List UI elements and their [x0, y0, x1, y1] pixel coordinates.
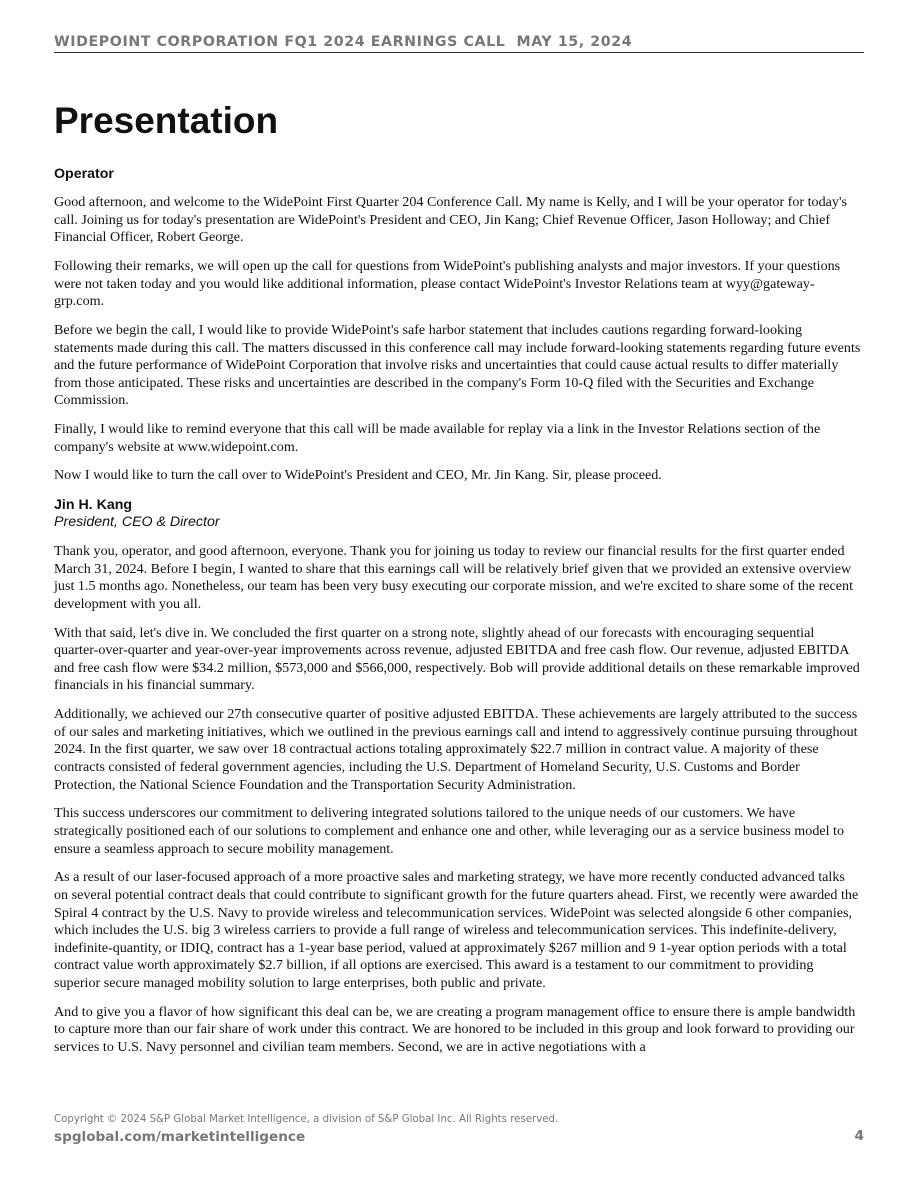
- transcript-paragraph: Now I would like to turn the call over to WidePoint's President and CEO, Mr. Jin Kang. Sir, please proceed.: [54, 467, 662, 484]
- transcript-paragraph: This success underscores our commitment to delivering integrated solutions tailored to the unique needs of our customers. We have strategically positioned each of our solutions to complement and enhance one and other, while leveraging our as a service business model to ensure a seamless approach to secure mobility management.: [54, 805, 845, 857]
- speaker-title: President, CEO & Director: [54, 514, 220, 531]
- speaker-name: Operator: [54, 166, 114, 182]
- transcript-body: [54, 166, 862, 1068]
- page-number: 4: [854, 1128, 864, 1144]
- speaker-operator: [54, 166, 862, 183]
- footer-url: spglobal.com/marketintelligence: [54, 1129, 306, 1145]
- document-header: WIDEPOINT CORPORATION FQ1 2024 EARNINGS CALL MAY 15, 2024: [54, 34, 864, 53]
- transcript-paragraph: Thank you, operator, and good afternoon, everyone. Thank you for joining us today to review our financial results for the first quarter ended March 31, 2024. Before I begin, I wanted to share that this earnings call will be relatively brief given that we provided an extensive overview just 1.5 months ago. Nonetheless, our team has been very busy executing our corporate mission, and we're excited to share some of the recent development with you all.: [54, 543, 853, 612]
- transcript-paragraph: Following their remarks, we will open up the call for questions from WidePoint's publishing analysts and major investors. If your questions were not taken today and you would like additional information, please contact WidePoint's Investor Relations team at wyy@gateway-grp.com.: [54, 257, 841, 310]
- speaker-jin-kang: [54, 497, 862, 531]
- transcript-paragraph: Good afternoon, and welcome to the WidePoint First Quarter 204 Conference Call. My name is Kelly, and I will be your operator for today's call. Joining us for today's presentation are WidePoint's President and CEO, Jin Kang; Chief Revenue Officer, Jason Holloway; and Chief Financial Officer, Robert George.: [54, 194, 847, 246]
- transcript-paragraph: Additionally, we achieved our 27th consecutive quarter of positive adjusted EBITDA. These achievements are largely attributed to the success of our sales and marketing initiatives, which we outlined in the previous earnings call and intend to aggressively continue pursuing throughout 2024. In the first quarter, we saw over 18 contractual actions totaling approximately $22.7 million in contract value. A majority of these contracts consisted of federal government agencies, including the U.S. Department of Homeland Security, U.S. Customs and Border Protection, the National Science Foundation and the Transportation Security Administration.: [54, 706, 858, 793]
- footer-copyright: Copyright © 2024 S&P Global Market Intelligence, a division of S&P Global Inc. All Rights reserved.: [54, 1114, 559, 1125]
- speaker-name: Jin H. Kang: [54, 497, 133, 514]
- transcript-paragraph: Before we begin the call, I would like to provide WidePoint's safe harbor statement that includes cautions regarding forward-looking statements made during this call. The matters discussed in this conference call may include forward-looking statements regarding future events and the future performance of WidePoint Corporation that involve risks and uncertainties that could cause actual results to differ materially from those anticipated. These risks and uncertainties are described in the company's Form 10-Q filed with the Securities and Exchange Commission.: [54, 321, 861, 409]
- transcript-paragraph: With that said, let's dive in. We concluded the first quarter on a strong note, slightly ahead of our forecasts with encouraging sequential quarter-over-quarter and year-over-year improvements across revenue, adjusted EBITDA and free cash flow. Our revenue, adjusted EBITDA and free cash flow were $34.2 million, $573,000 and $566,000, respectively. Bob will provide additional details on these remarkable improved financials in his financial summary.: [54, 624, 860, 694]
- transcript-paragraph: Finally, I would like to remind everyone that this call will be made available for replay via a link in the Investor Relations section of the company's website at www.widepoint.com.: [54, 421, 821, 455]
- section-title: Presentation: [54, 100, 279, 141]
- transcript-paragraph: And to give you a flavor of how significant this deal can be, we are creating a program management office to ensure there is ample bandwidth to capture more than our fair share of work under this contract. We are honored to be included in this group and look forward to providing our services to U.S. Navy personnel and civilian team members. Second, we are in active negotiations with a: [54, 1003, 856, 1055]
- transcript-paragraph: As a result of our laser-focused approach of a more proactive sales and marketing strategy, we have more recently conducted advanced talks on several potential contract deals that could contribute to significant growth for the future quarters ahead. First, we recently were awarded the Spiral 4 contract by the U.S. Navy to provide wireless and telecommunication services. WidePoint was selected alongside 6 other companies, which includes the U.S. big 3 wireless carriers to provide a full range of wireless and telecommunication services. This indefinite-delivery, indefinite-quantity, or IDIQ, contract has a 1-year base period, valued at approximately $267 million and 9 1-year option periods with a total contract value worth approximately $2.7 billion, if all options are exercised. This award is a testament to our commitment to providing superior secure managed mobility solution to large enterprises, both public and private.: [54, 869, 859, 991]
